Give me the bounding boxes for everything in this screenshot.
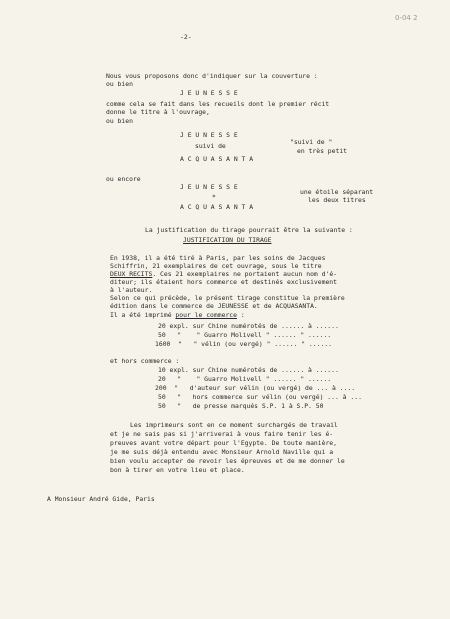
addressee: A Monsieur André Gide, Paris: [47, 495, 155, 503]
text-line: et je ne sais pas si j'arriverai à vous faire tenir les é-: [110, 430, 334, 438]
title-jeunesse: J E U N E S S E: [180, 131, 238, 139]
text-line: Schiffrin, 21 exemplaires de cet ouvrage, sous le titre: [110, 262, 322, 270]
text-line: ou bien: [106, 117, 133, 125]
title-acquasanta: A C Q U A S A N T A: [180, 155, 254, 163]
margin-note: une étoile séparant: [300, 188, 374, 196]
text-line: diteur; ils étaient hors commerce et destinés exclusivement: [110, 278, 338, 286]
text-line: ou encore: [106, 175, 141, 183]
section-heading: JUSTIFICATION DU TIRAGE: [183, 236, 272, 244]
text-line: je me suis déjà entendu avec Monsieur Arnold Naville qui a: [110, 448, 334, 456]
star-separator: *: [212, 193, 216, 201]
text-fragment: Il a été imprimé: [110, 311, 176, 319]
text-line: à l'auteur.: [110, 286, 153, 294]
print-run-row: 50 " de presse marqués S.P. 1 à S.P. 50: [158, 402, 324, 410]
text-line: bien voulu accepter de revoir les épreuves et de me donner le: [110, 457, 345, 465]
text-line: En 1938, il a été tiré à Paris, par les soins de Jacques: [110, 254, 326, 262]
margin-note: en très petit: [297, 147, 348, 155]
text-line: édition dans le commerce de JEUNESSE et de ACQUASANTA.: [110, 302, 318, 310]
underlined-title: DEUX RECITS: [110, 270, 153, 278]
text-fragment: . Ces 21 exemplaires ne portaient aucun nom d'é-: [152, 270, 338, 278]
text-line: [110, 270, 337, 278]
print-run-row: 200 " d'auteur sur vélin (ou vergé) de ... à ....: [155, 384, 356, 392]
text-line: Les imprimeurs sont en ce moment surchargés de travail: [130, 421, 338, 429]
text-line: bon à tirer en votre lieu et place.: [110, 466, 245, 474]
underlined-phrase: pour le commerce: [175, 311, 237, 319]
text-line: suivi de: [195, 142, 226, 150]
print-run-row: 50 " hors commerce sur vélin (ou vergé) ... à ...: [158, 393, 362, 401]
print-run-row: 50 " " Guarro Molivell " ...... " ......: [158, 331, 332, 339]
print-run-row: 1600 " " vélin (ou vergé) " ...... " ......: [155, 340, 332, 348]
text-fragment: :: [236, 311, 245, 319]
title-acquasanta: A C Q U A S A N T A: [180, 203, 254, 211]
print-run-row: 20 expl. sur Chine numérotés de ...... à ......: [158, 322, 339, 330]
text-line: comme cela se fait dans les recueils dont le premier récit: [106, 100, 330, 108]
archive-mark: 0-04 2: [395, 14, 418, 22]
text-line: et hors commerce :: [110, 357, 180, 365]
title-jeunesse: J E U N E S S E: [180, 183, 238, 191]
print-run-row: 20 " " Guarro Molivell " ...... " ......: [158, 375, 332, 383]
margin-note: les deux titres: [308, 196, 366, 204]
text-line: [110, 311, 245, 319]
text-line: ou bien: [106, 80, 133, 88]
page-number: -2-: [180, 33, 192, 41]
text-line: preuves avant votre départ pour l'Egypte. De toute manière,: [110, 439, 338, 447]
print-run-row: 10 expl. sur Chine numérotés de ...... à ......: [158, 366, 339, 374]
title-jeunesse: J E U N E S S E: [180, 89, 238, 97]
text-line: Nous vous proposons donc d'indiquer sur la couverture :: [106, 72, 318, 80]
text-line: La justification du tirage pourrait être la suivante :: [145, 226, 353, 234]
text-line: donne le titre à l'ouvrage,: [106, 108, 210, 116]
margin-note: "suivi de ": [290, 138, 333, 146]
text-line: Selon ce qui précède, le présent tirage constitue la première: [110, 294, 345, 302]
